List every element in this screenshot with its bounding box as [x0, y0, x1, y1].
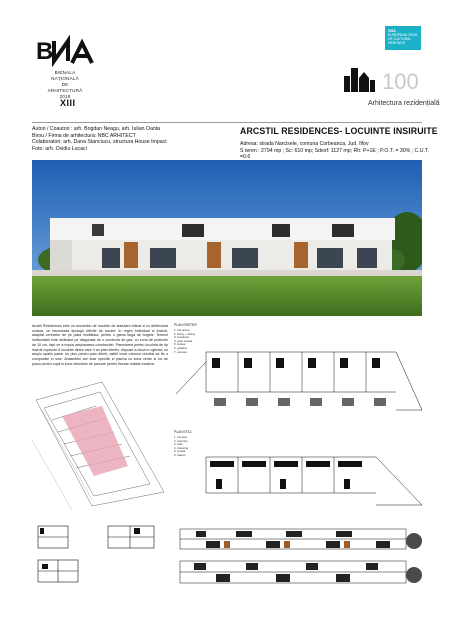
category-label: Arhitectura rezidențială: [368, 100, 440, 107]
legend-item: 7. parcare: [174, 349, 188, 354]
lawn: [32, 276, 422, 316]
badge-line: EUROPEAN YEAR: [388, 33, 418, 37]
edition-number: XIII: [60, 98, 76, 108]
logo-caption: [30, 70, 100, 100]
logo-line: BIENALA: [54, 70, 76, 75]
anniversary-mark: [342, 58, 432, 98]
residence-building: [50, 218, 395, 270]
project-description: Arcstil Residences este un ansamblu de locuinte de standard ridicat si cu arhitectura unitara, ce insumeaza tipologii diferite de locuire. In regim individual si insiruit, adaptat cerintelor de pe piata imobiliara, pentru o gama larga de bugete. Terenul indiscutabil este strabatut pe diagonala de o conducta de gaz, cu zona de protectie de 10 cm, fapt ce a impus amplasarea constructiei. Parcelarea pentru locuinta de tip insiruit cuprinde 6 locuinte dintre care 4 au plan identic, dispuse a doua in oglinda, un amplu spatiu parter un plus pentru plan diferit, astfel incat volumul rezultat sa fie o compozitie in sine. Ansamblul are doar specific si placha cu zona verde si loc de joaca pentru copii si zone deschise de parcare pentru fiecare unitate locativa.: [32, 324, 168, 366]
project-meta: [240, 141, 430, 161]
badge-line: OF CULTURAL: [388, 37, 412, 41]
legend-item: 2. living + dining: [174, 331, 195, 336]
pavement: [32, 270, 422, 276]
logo-line: 2018: [59, 94, 71, 99]
logo-line: DE: [61, 82, 69, 87]
logo-line: NAȚIONALĂ: [51, 76, 79, 81]
legend-item: 4. grup sanitar: [174, 338, 193, 343]
legend-item: 2. dormitor: [174, 438, 188, 443]
ground-plan-title: PLAN PARTER: [174, 323, 197, 327]
legend-item: 1. hol etaj: [174, 435, 187, 439]
residential-buildings-icon: [344, 68, 375, 92]
eu-heritage-badge: [385, 26, 421, 50]
badge-line: HERITAGE: [388, 41, 406, 45]
section-drawings: [34, 520, 170, 590]
logo-letter-n: [54, 41, 68, 61]
credits: [32, 126, 212, 152]
project-stats: S teren : 2794 mp ; Sc: 610 mp; Sdesf: 1127 mp; Rh: P+1E ; P.O.T. = 30% ; C.U.T. =0.6: [240, 147, 429, 161]
credit-collaborators: Colaboratori: arh. Dana Stanciucu, structura House Impact: [32, 139, 167, 146]
project-address: Adresa: strada Narcisele, comuna Corbeanca, Jud. Ilfov: [240, 141, 369, 147]
legend-item: 4. dressing: [174, 445, 189, 450]
legend-item: 6. gradina: [174, 345, 187, 350]
logo-letter-a: [72, 43, 92, 63]
divider: [32, 122, 422, 123]
site-plan-drawing: [32, 380, 170, 510]
legend-item: 5. terasa: [174, 342, 186, 347]
highlighted-lot: [62, 406, 128, 476]
project-title: ARCSTIL RESIDENCES- LOCUINTE INSIRUITE: [240, 126, 438, 136]
ground-floor-plan: [176, 350, 424, 424]
logo-line: ARHITECTURĂ: [47, 88, 83, 93]
credit-office: Birou / Firma de arhitectura: NBC ARHITECT: [32, 132, 136, 139]
credit-photo: Foto: arh. Ovidiu Lucaci: [32, 145, 87, 152]
legend-item: 5. terasa: [174, 449, 186, 454]
legend-item: 1. hol acces: [174, 328, 190, 332]
credit-authors: Autori / Coautori : arh. Bogdan Neagu, arh. Iulian Oanta: [32, 126, 161, 132]
legend-item: 6. balcon: [174, 452, 186, 457]
logo-letter-b: B: [36, 38, 54, 65]
legend-item: 3. bucatarie: [174, 335, 190, 340]
legend-item: 3. baie: [174, 442, 183, 447]
elevation-drawings: [176, 525, 424, 591]
badge-year: 2018: [388, 29, 396, 33]
anniversary-number: 100: [382, 69, 419, 94]
building-photo: [32, 160, 422, 316]
upper-plan-title: PLAN ETAJ: [174, 430, 192, 434]
